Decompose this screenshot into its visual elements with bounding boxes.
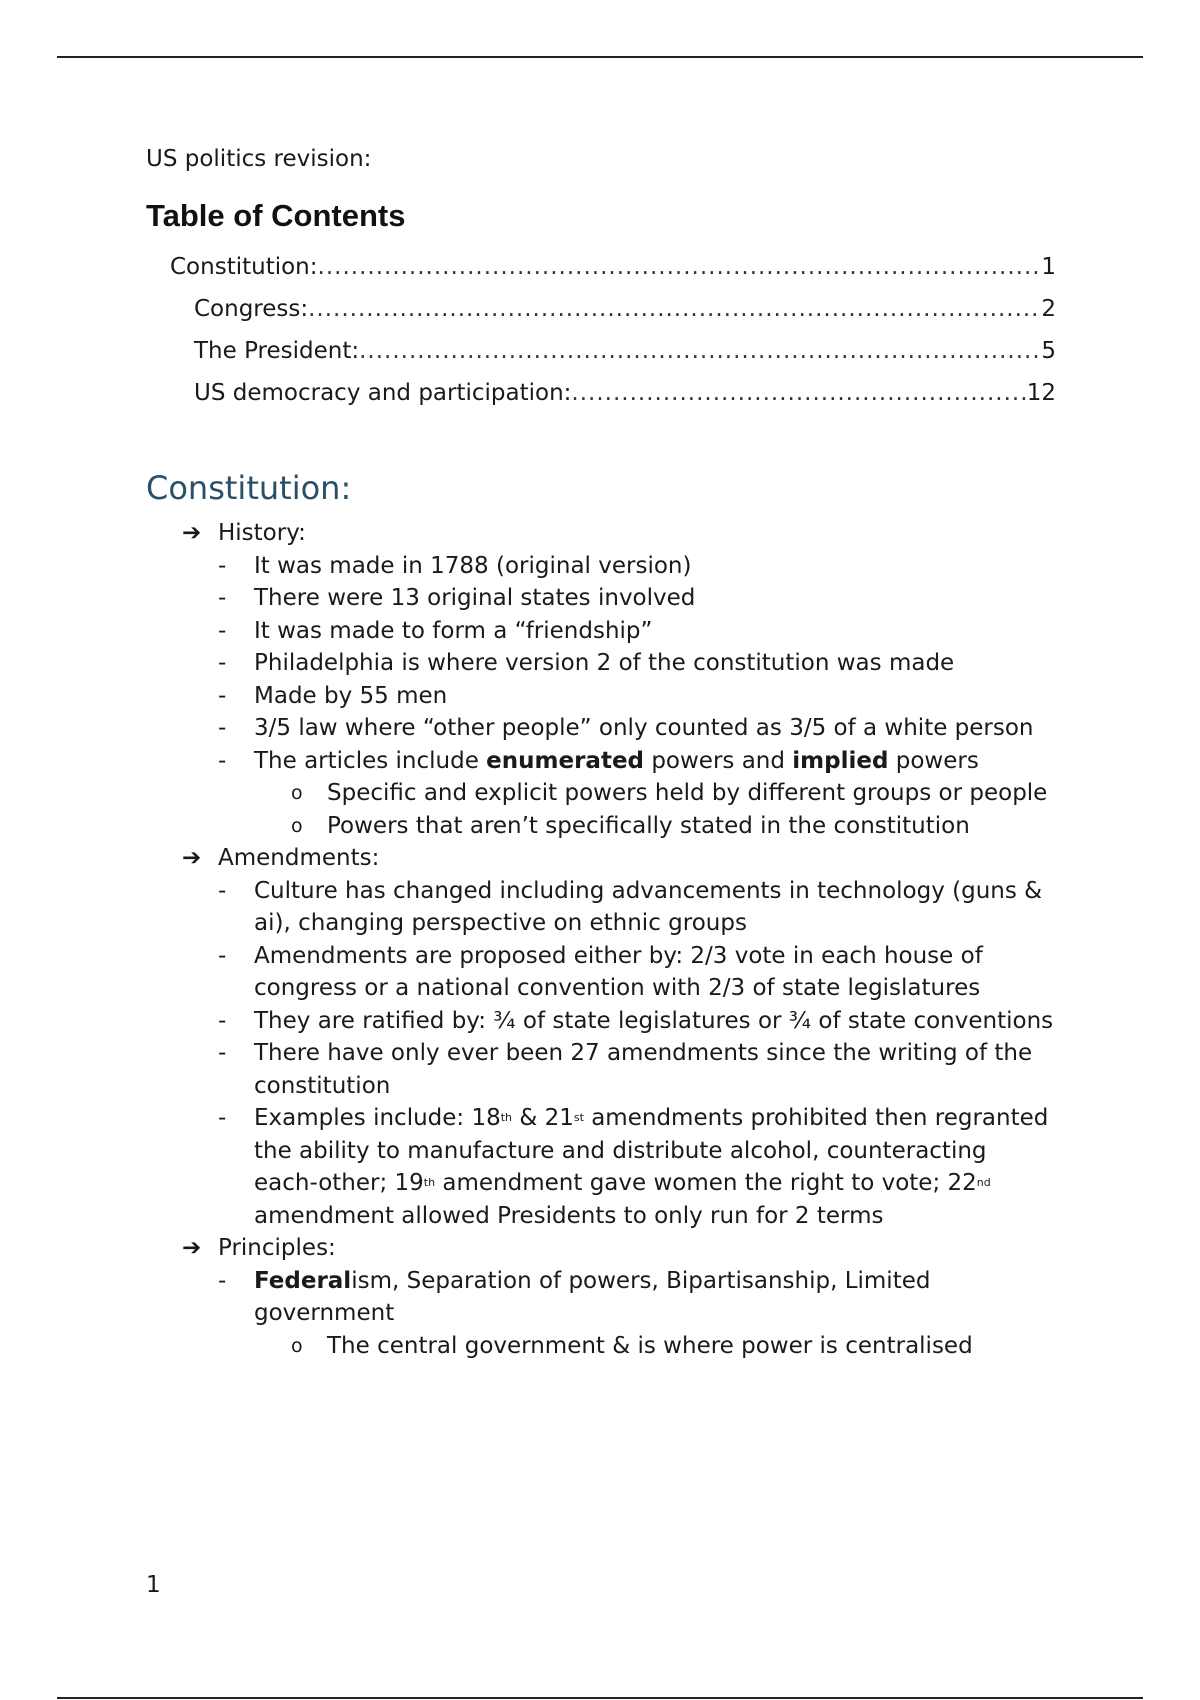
toc-entry[interactable] — [146, 372, 1056, 414]
list-item-text: Philadelphia is where version 2 of the constitution was made — [254, 650, 955, 676]
dash-bullet-icon: - — [218, 747, 227, 774]
circle-bullet-icon: o — [291, 1334, 303, 1357]
list-item — [146, 582, 1056, 615]
list-item — [146, 940, 1056, 1005]
text-run: amendment gave women the right to vote; 22 — [435, 1170, 977, 1196]
list-item — [146, 680, 1056, 713]
sub-list-item-text: Powers that aren’t specifically stated in the constitution — [327, 812, 970, 839]
dash-bullet-icon: - — [218, 585, 227, 611]
list-item — [146, 1005, 1056, 1038]
list-heading-principles — [146, 1232, 1056, 1265]
toc-entry[interactable] — [146, 246, 1056, 288]
ordinal-suffix: nd — [976, 1176, 991, 1189]
list-heading-amendments — [146, 842, 1056, 875]
list-item-principles — [146, 1265, 1056, 1330]
list-item — [146, 875, 1056, 940]
list-heading-history — [146, 517, 1056, 550]
doc-intro: US politics revision: — [146, 146, 372, 172]
arrow-bullet-icon: ➔ — [182, 1235, 202, 1261]
arrow-bullet-icon: ➔ — [182, 845, 202, 871]
ordinal-suffix: th — [500, 1111, 513, 1124]
list-item-examples — [146, 1102, 1056, 1232]
dash-bullet-icon: - — [218, 877, 227, 904]
list-item — [146, 550, 1056, 583]
toc-entry-page: 1 — [1041, 254, 1056, 280]
list-item-text: 3/5 law where “other people” only counted as 3/5 of a white person — [254, 715, 1034, 741]
dash-bullet-icon: - — [218, 617, 227, 644]
circle-bullet-icon: o — [291, 782, 303, 804]
sub-list-item-text: Specific and explicit powers held by different groups or people — [327, 780, 1048, 806]
toc-entry-page: 2 — [1041, 296, 1056, 322]
list-item-text: There have only ever been 27 amendments since the writing of the constitution — [254, 1040, 1033, 1099]
toc-leader — [308, 288, 1041, 330]
sub-list-item-text: The central government & is where power is centralised — [327, 1332, 973, 1359]
header-rule — [57, 56, 1143, 58]
text-run: The articles include — [254, 747, 487, 774]
circle-bullet-icon: o — [291, 814, 303, 837]
list-item-articles — [146, 745, 1056, 778]
toc-entry-label: The President: — [194, 338, 360, 364]
sub-list-item — [146, 777, 1056, 810]
section-heading-constitution: Constitution: — [146, 469, 352, 507]
text-run: Examples include: 18 — [254, 1105, 501, 1131]
list-item — [146, 1037, 1056, 1102]
toc-leader — [318, 246, 1042, 288]
footer-rule — [57, 1697, 1143, 1699]
list-item — [146, 615, 1056, 648]
list-item-text: It was made in 1788 (original version) — [254, 552, 692, 579]
document-body — [146, 142, 1056, 1362]
toc-leader — [359, 330, 1041, 372]
bold-term: enumerated — [486, 747, 645, 774]
toc-entry-page: 12 — [1026, 380, 1056, 406]
toc-entry-label: US democracy and participation: — [194, 380, 572, 406]
text-run: ism, Separation of powers, Bipartisanship, Limited government — [254, 1267, 931, 1326]
list-item-text: They are ratified by: ¾ of state legislatures or ¾ of state conventions — [254, 1007, 1054, 1034]
toc-entry[interactable] — [146, 330, 1056, 372]
list-item-text: It was made to form a “friendship” — [254, 617, 653, 644]
list-item-text: Made by 55 men — [254, 682, 448, 709]
dash-bullet-icon: - — [218, 942, 227, 969]
dash-bullet-icon: - — [218, 715, 227, 741]
list-item — [146, 712, 1056, 745]
table-of-contents — [146, 198, 1056, 414]
sub-list-item — [146, 1330, 1056, 1363]
list-item-text: Amendments are proposed either by: 2/3 vote in each house of congress or a national convention with 2/3 of state legislatures — [254, 942, 983, 1001]
text-run: powers — [888, 747, 979, 774]
text-run: amendment allowed Presidents to only run for 2 terms — [254, 1202, 884, 1229]
dash-bullet-icon: - — [218, 1105, 227, 1131]
toc-entry-page: 5 — [1041, 338, 1056, 364]
list-heading-label: Amendments: — [218, 845, 380, 871]
arrow-bullet-icon: ➔ — [182, 520, 202, 546]
toc-entry-label: Constitution: — [170, 254, 318, 280]
dash-bullet-icon: - — [218, 1040, 227, 1066]
toc-leader — [571, 372, 1026, 414]
list-item — [146, 647, 1056, 680]
list-item-text: There were 13 original states involved — [254, 585, 696, 611]
list-heading-label: History: — [218, 520, 306, 546]
text-run: powers and — [644, 747, 793, 774]
page-number: 1 — [146, 1572, 161, 1598]
dash-bullet-icon: - — [218, 1267, 227, 1294]
text-run: & 21 — [512, 1105, 574, 1131]
list-heading-label: Principles: — [218, 1235, 336, 1261]
text-run: amendments prohibited then regranted the ability to manufacture and distribute alcohol, counteracting each-other; 19 — [254, 1105, 1049, 1196]
ordinal-suffix: st — [573, 1111, 584, 1124]
toc-entry[interactable] — [146, 288, 1056, 330]
bold-term: Federal — [254, 1267, 352, 1294]
dash-bullet-icon: - — [218, 1007, 227, 1034]
ordinal-suffix: th — [423, 1176, 436, 1189]
dash-bullet-icon: - — [218, 552, 227, 579]
toc-heading: Table of Contents — [146, 198, 406, 233]
bold-term: implied — [792, 747, 889, 774]
dash-bullet-icon: - — [218, 682, 227, 709]
list-item-text: Culture has changed including advancements in technology (guns & ai), changing perspective on ethnic groups — [254, 877, 1043, 936]
dash-bullet-icon: - — [218, 650, 227, 676]
sub-list-item — [146, 810, 1056, 843]
toc-entry-label: Congress: — [194, 296, 309, 322]
